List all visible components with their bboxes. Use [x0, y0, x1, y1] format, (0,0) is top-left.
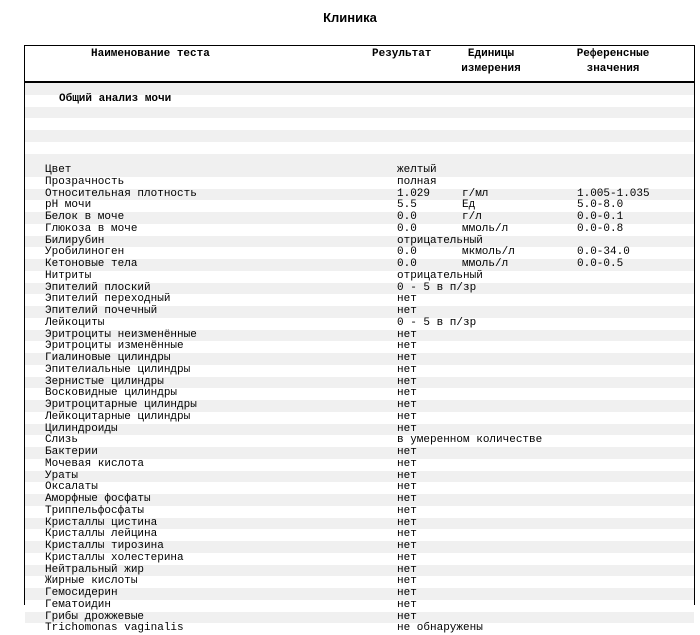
- test-result: 0.0: [397, 246, 417, 259]
- results-table: [24, 45, 695, 635]
- test-result: нет: [397, 375, 417, 388]
- test-name: Кетоновые тела: [45, 258, 138, 270]
- test-name: Кристаллы цистина: [45, 516, 158, 529]
- test-result: 5.5: [397, 199, 417, 212]
- test-result: нет: [397, 410, 417, 423]
- test-name: Кристаллы лейцина: [45, 528, 158, 541]
- test-name: Лейкоциты: [45, 316, 105, 329]
- table-row: [25, 576, 694, 588]
- test-name: Гиалиновые цилиндры: [45, 352, 171, 364]
- test-reference: 0.0-0.1: [577, 211, 624, 223]
- table-header: [25, 46, 694, 83]
- table-row: [25, 412, 694, 424]
- table-row: [25, 177, 694, 189]
- test-name: Оксалаты: [45, 481, 98, 494]
- test-result: нет: [397, 528, 417, 541]
- test-name: Относительная плотность: [45, 187, 197, 200]
- table-row: [25, 365, 694, 377]
- test-name: Эпителиальные цилиндры: [45, 363, 191, 376]
- test-result: 0.0: [397, 258, 417, 270]
- test-result: желтый: [397, 164, 437, 176]
- test-result: нет: [397, 575, 417, 588]
- header-reference: Референсные значения: [576, 48, 650, 75]
- page-title: Клиника: [323, 10, 377, 25]
- results-rows: [25, 165, 694, 635]
- test-name: Белок в моче: [45, 211, 125, 223]
- test-unit: Ед: [462, 199, 476, 212]
- test-name: Нитриты: [45, 269, 92, 282]
- table-row: [25, 353, 694, 365]
- test-reference: 1.005-1.035: [577, 187, 650, 200]
- test-result: нет: [397, 540, 417, 552]
- test-result: полная: [397, 175, 437, 188]
- test-name: Глюкоза в моче: [45, 222, 138, 235]
- table-row: [25, 400, 694, 412]
- test-result: 0 - 5 в п/зр: [397, 316, 477, 329]
- test-name: Лейкоцитарные цилиндры: [45, 410, 191, 423]
- test-name: Цилиндроиды: [45, 422, 118, 435]
- test-name: Билирубин: [45, 234, 105, 247]
- table-row: [25, 259, 694, 271]
- test-name: pH мочи: [45, 199, 92, 212]
- test-reference: 0.0-34.0: [577, 246, 630, 259]
- test-result: нет: [397, 469, 417, 482]
- test-result: нет: [397, 481, 417, 494]
- test-result: отрицательный: [397, 234, 483, 247]
- test-name: Бактерии: [45, 446, 98, 458]
- table-row: [25, 471, 694, 483]
- test-result: нет: [397, 293, 417, 306]
- test-result: нет: [397, 387, 417, 400]
- table-row: [25, 506, 694, 518]
- test-result: нет: [397, 352, 417, 364]
- table-row: [25, 623, 694, 635]
- test-name: Прозрачность: [45, 175, 125, 188]
- test-result: нет: [397, 493, 417, 505]
- test-unit: г/мл: [462, 187, 489, 200]
- test-name: Аморфные фосфаты: [45, 493, 151, 505]
- test-result: нет: [397, 446, 417, 458]
- test-name: Цвет: [45, 164, 72, 176]
- test-name: Жирные кислоты: [45, 575, 138, 588]
- table-row: [25, 600, 694, 612]
- test-name: Мочевая кислота: [45, 457, 145, 470]
- section-title: Общий анализ мочи: [59, 93, 172, 105]
- header-test-name: Наименование теста: [91, 48, 210, 60]
- header-units: Единицы измерения: [461, 48, 521, 75]
- table-row: [25, 165, 694, 177]
- test-reference: 5.0-8.0: [577, 199, 624, 212]
- test-unit: мкмоль/л: [462, 246, 515, 259]
- test-name: Кристаллы тирозина: [45, 540, 164, 552]
- test-result: нет: [397, 551, 417, 564]
- header-result: Результат: [372, 48, 432, 60]
- test-result: не обнаружены: [397, 622, 483, 635]
- test-name: Эпителий почечный: [45, 305, 158, 317]
- test-name: Восковидные цилиндры: [45, 387, 178, 400]
- test-result: нет: [397, 610, 417, 623]
- table-row: [25, 459, 694, 471]
- test-name: Зернистые цилиндры: [45, 375, 164, 388]
- test-result: нет: [397, 587, 417, 599]
- test-result: нет: [397, 598, 417, 611]
- table-row: [25, 212, 694, 224]
- test-result: 0.0: [397, 222, 417, 235]
- test-name: Эритроциты неизменённые: [45, 328, 197, 341]
- test-name: Нейтральный жир: [45, 563, 145, 576]
- test-name: Эритроцитарные цилиндры: [45, 399, 197, 411]
- test-result: нет: [397, 563, 417, 576]
- test-result: нет: [397, 422, 417, 435]
- table-row: [25, 541, 694, 553]
- test-name: Эпителий переходный: [45, 293, 171, 306]
- table-row: [25, 271, 694, 283]
- test-name: Гематоидин: [45, 598, 112, 611]
- table-row: [25, 588, 694, 600]
- test-unit: ммоль/л: [462, 258, 509, 270]
- test-name: Trichomonas vaginalis: [45, 622, 184, 635]
- test-name: Гемосидерин: [45, 587, 118, 599]
- test-reference: 0.0-0.5: [577, 258, 624, 270]
- test-result: 1.029: [397, 187, 431, 200]
- table-row: [25, 553, 694, 565]
- test-result: нет: [397, 340, 417, 353]
- table-row: [25, 494, 694, 506]
- test-reference: 0.0-0.8: [577, 222, 624, 235]
- test-result: 0 - 5 в п/зр: [397, 281, 477, 294]
- table-row: [25, 447, 694, 459]
- test-result: нет: [397, 399, 417, 411]
- test-name: Эритроциты изменённые: [45, 340, 184, 353]
- test-result: нет: [397, 305, 417, 317]
- test-name: Триппельфосфаты: [45, 504, 145, 517]
- test-name: Кристаллы холестерина: [45, 551, 184, 564]
- test-result: нет: [397, 363, 417, 376]
- test-unit: г/л: [462, 211, 482, 223]
- test-result: 0.0: [397, 211, 417, 223]
- test-result: нет: [397, 457, 417, 470]
- test-result: отрицательный: [397, 269, 483, 282]
- table-row: [25, 224, 694, 236]
- test-name: Уробилиноген: [45, 246, 125, 259]
- table-row: [25, 435, 694, 447]
- table-row: [25, 612, 694, 624]
- test-result: нет: [397, 516, 417, 529]
- test-unit: ммоль/л: [462, 222, 509, 235]
- table-row: [25, 424, 694, 436]
- table-row: [25, 306, 694, 318]
- test-name: Ураты: [45, 469, 79, 482]
- section-block: [25, 83, 694, 635]
- test-result: нет: [397, 504, 417, 517]
- test-result: в умеренном количестве: [397, 434, 543, 447]
- table-row: [25, 318, 694, 330]
- test-result: нет: [397, 328, 417, 341]
- test-name: Слизь: [45, 434, 79, 447]
- test-name: Эпителий плоский: [45, 281, 151, 294]
- test-name: Грибы дрожжевые: [45, 610, 145, 623]
